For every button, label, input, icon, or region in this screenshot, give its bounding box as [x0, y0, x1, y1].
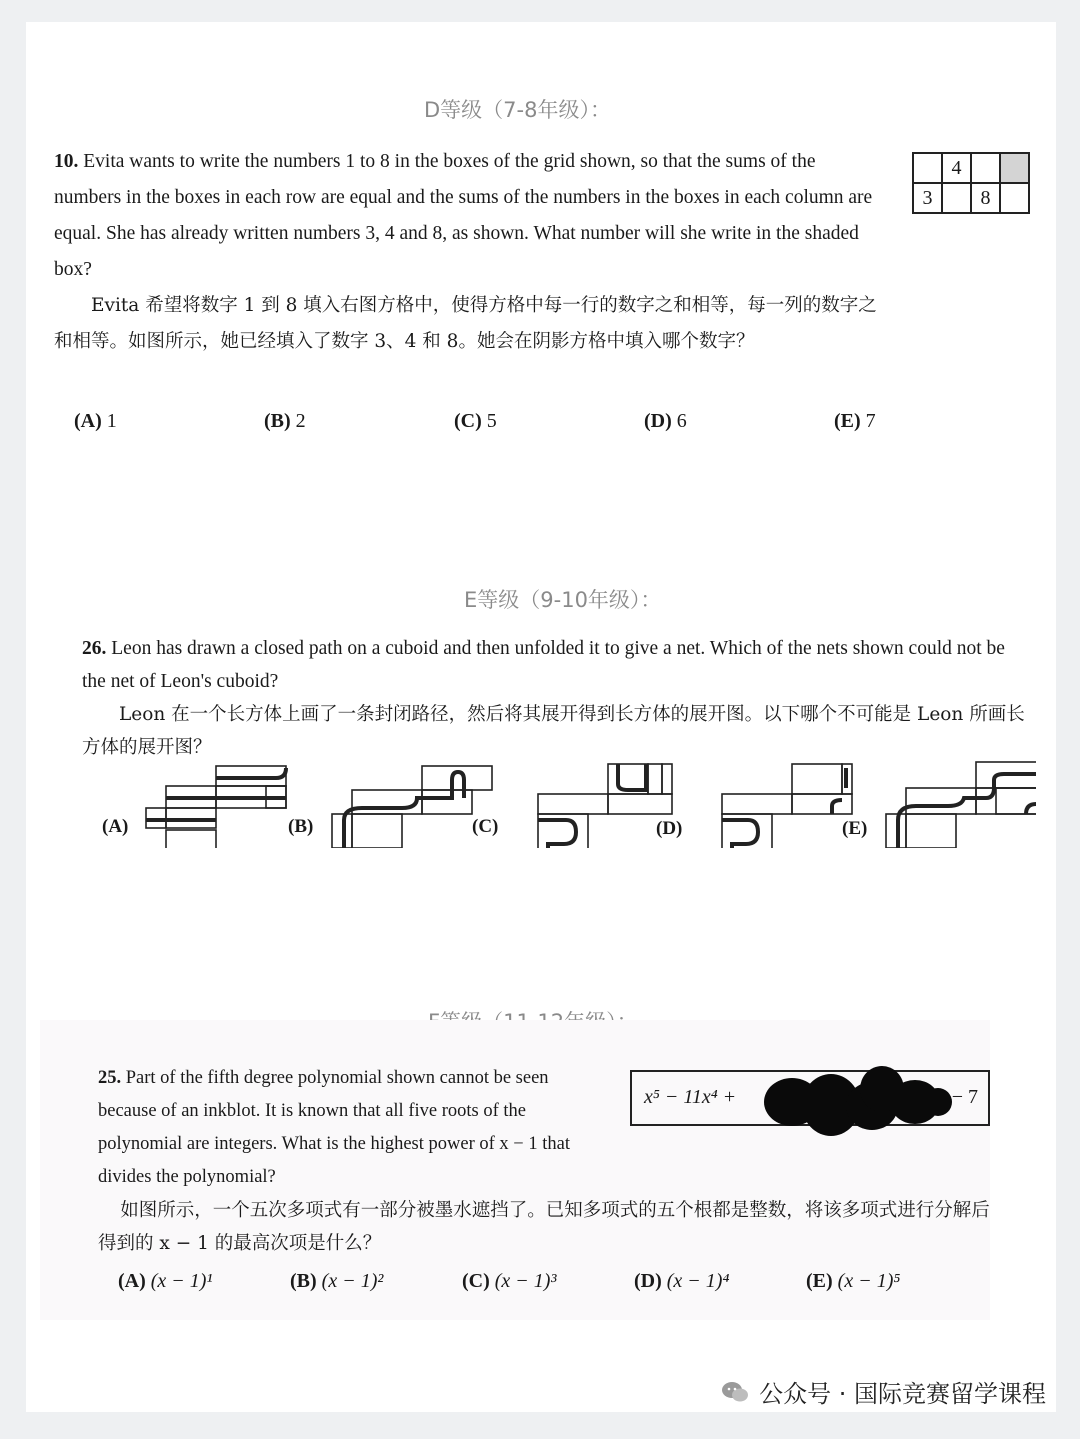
net-label-e: (E) — [842, 818, 868, 839]
grid-cell — [913, 153, 942, 183]
level-heading-d: D等级（7-8年级）： — [424, 98, 611, 122]
option-b: (B) 2 — [264, 410, 306, 432]
option-b: (B) (x − 1)² — [290, 1270, 384, 1292]
question-text-cn: Evita 希望将数字 1 到 8 填入右图方格中，使得方格中每一行的数字之和相等，每一列的数字之和相等。如图所示，她已经填入了数字 3、4 和 8。她会在阴影方格中填入哪个数字？ — [54, 295, 877, 352]
watermark-text: 公众号 · 国际竞赛留学课程 — [759, 1380, 1046, 1408]
nets-figure — [96, 758, 1036, 848]
net-label-a: (A) — [102, 816, 129, 837]
question-25 — [98, 1062, 603, 1194]
net-c — [538, 764, 672, 848]
question-number: 26. — [82, 638, 107, 659]
shaded-cell — [1000, 153, 1029, 183]
question-10 — [54, 144, 884, 360]
option-c: (C) (x − 1)³ — [462, 1270, 557, 1292]
question-number: 10. — [54, 151, 79, 172]
wechat-icon — [721, 1380, 749, 1404]
option-e: (E) (x − 1)⁵ — [806, 1270, 901, 1292]
net-d — [722, 764, 852, 848]
question-text-cn: Leon 在一个长方体上画了一条封闭路径，然后将其展开得到长方体的展开图。以下哪个不可能是 Leon 所画长方体的展开图？ — [82, 704, 1025, 758]
grid-cell: 3 — [913, 183, 942, 213]
level-heading-e: E等级（9-10年级）： — [464, 588, 662, 612]
grid-cell — [942, 183, 971, 213]
number-grid — [912, 152, 1030, 214]
question-26 — [82, 632, 1032, 764]
net-a — [146, 766, 286, 848]
option-a: (A) 1 — [74, 410, 117, 432]
net-label-b: (B) — [288, 816, 314, 837]
net-label-c: (C) — [472, 816, 499, 837]
option-c: (C) 5 — [454, 410, 497, 432]
option-d: (D) (x − 1)⁴ — [634, 1270, 730, 1292]
option-a: (A) (x − 1)¹ — [118, 1270, 213, 1292]
question-text-en: Evita wants to write the numbers 1 to 8 in the boxes of the grid shown, so that the sums of the numbers in the boxes in each row are equal and the sums of the numbers in the boxes in each column are equal. She has already written numbers 3, 4 and 8, as shown. What number will she write in the shaded box? — [54, 151, 873, 280]
option-e: (E) 7 — [834, 410, 876, 432]
polynomial-left: x⁵ − 11x⁴ + — [644, 1086, 737, 1108]
question-number: 25. — [98, 1068, 122, 1088]
grid-cell — [971, 153, 1000, 183]
grid-cell — [1000, 183, 1029, 213]
net-b — [332, 766, 492, 848]
polynomial-right: − 7 — [951, 1086, 978, 1108]
net-label-d: (D) — [656, 818, 683, 839]
question-text-en: Part of the fifth degree polynomial shown cannot be seen because of an inkblot. It is known that all five roots of the polynomial are integers. What is the highest power of x − 1 that divides the polynomial? — [98, 1068, 570, 1187]
option-d: (D) 6 — [644, 410, 687, 432]
grid-cell: 4 — [942, 153, 971, 183]
net-e — [886, 762, 1036, 848]
watermark — [721, 1374, 1046, 1409]
grid-cell: 8 — [971, 183, 1000, 213]
question-text-cn: 如图所示，一个五次多项式有一部分被墨水遮挡了。已知多项式的五个根都是整数，将该多项式进行分解后得到的 x − 1 的最高次项是什么？ — [98, 1200, 990, 1254]
inkblot — [924, 1088, 952, 1116]
question-text-en: Leon has drawn a closed path on a cuboid and then unfolded it to give a net. Which of the nets shown could not be the net of Leon's cuboid? — [82, 638, 1005, 692]
polynomial-box — [630, 1070, 990, 1126]
